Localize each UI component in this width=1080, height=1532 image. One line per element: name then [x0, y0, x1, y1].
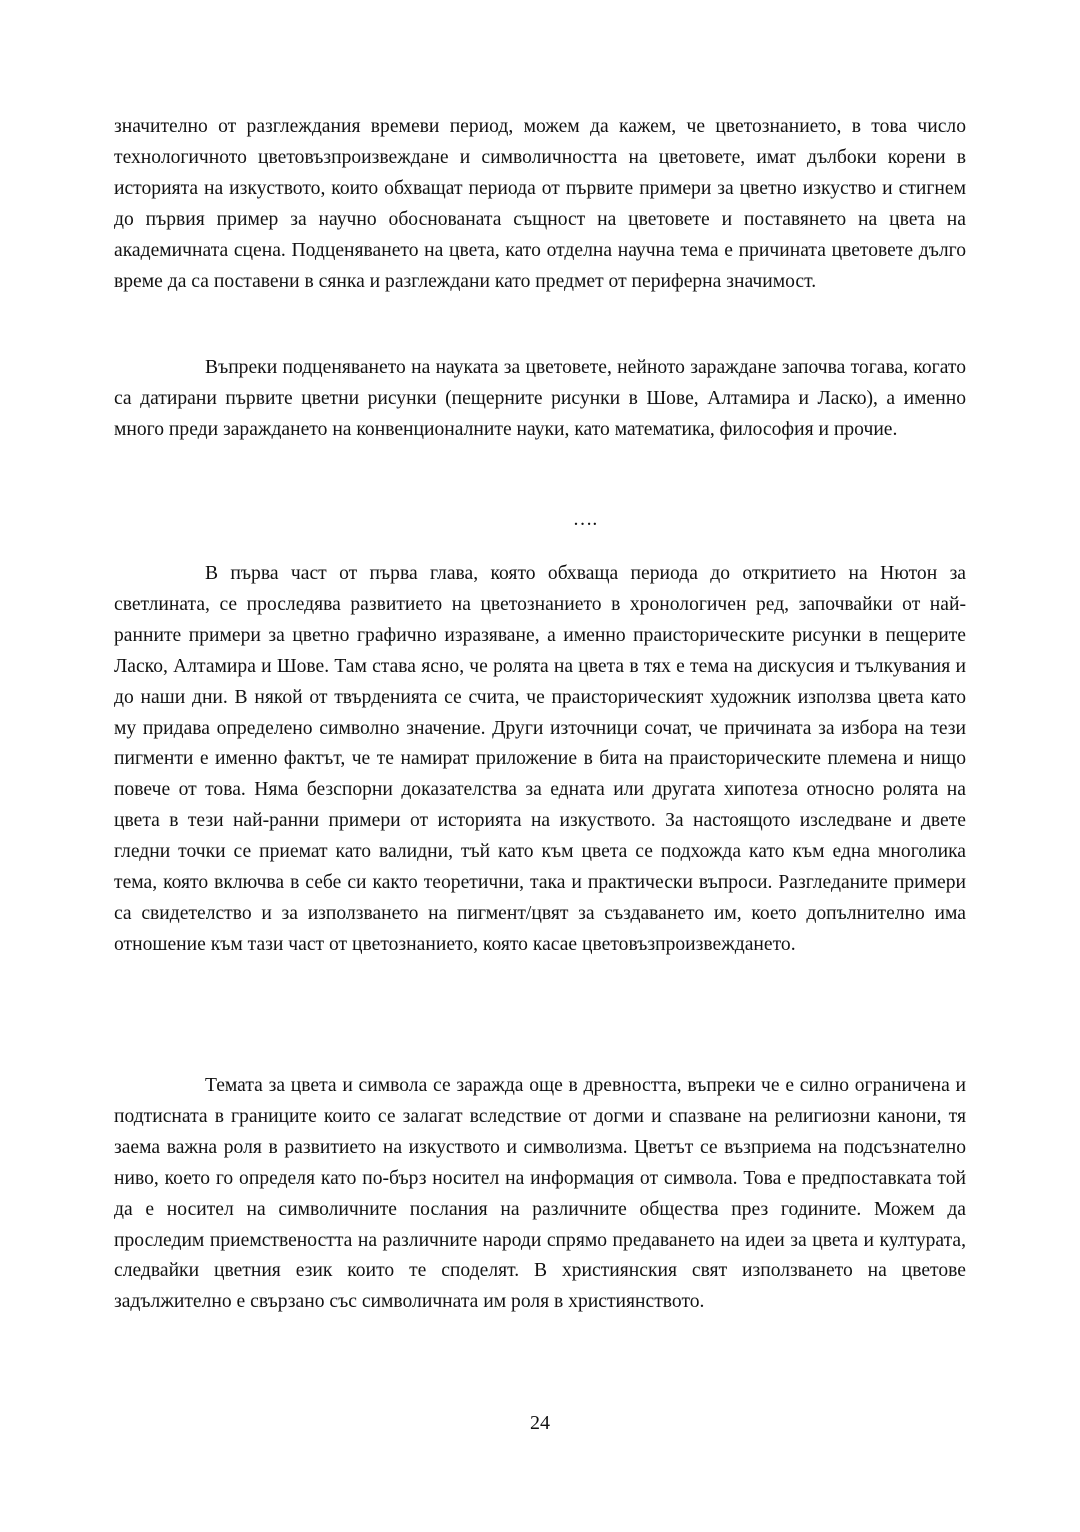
paragraph-color-and-symbol: Темата за цвета и символа се заражда още в древността, въпреки че е силно ограничена и подтисната в границите които се залагат вследствие от догми и спазване на религиозни канони, тя заема важна роля в развитието на изкуството и символизма. Цветът се възприема на подсъзнателно ниво, което го определя като по-бърз носител на информация от символа. Това е предпоставката той да е носител на символичните послания на различните общества през годините. Можем да проследим приемствеността на различните народи спрямо предаването на идеи за цвета и културата, следвайки цветния език които те споделят. В християнския свят използването на цветове задължително е свързано със символичната им роля в християнството. [114, 1075, 966, 1313]
section-separator: …. [572, 509, 598, 530]
page-number: 24 [530, 1412, 550, 1434]
paragraph-chapter-one-part-one: В първа част от първа глава, която обхваща периода до откритието на Нютон за светлината, се проследява развитието на цветознанието в хронологичен ред, започвайки от най-ранните примери за цветно графично изразяване, а именно праисторическите рисунки в пещерите Ласко, Алтамира и Шове. Там става ясно, че ролята на цвета в тях е тема на дискусия и тълкувания и до наши дни. В някой от твърденията се счита, че праисторическият художник използва цвета като му придава определено символно значение. Други източници сочат, че причината за избора на тези пигменти е именно фактът, че те намират приложение в бита на праисторическите племена и нищо повече от това. Няма безспорни доказателства за едната или другата хипотеза относно ролята на цвета в тези най-ранни примери от историята на изкуството. За настоящото изследване и двете гледни точки се приемат като валидни, тъй като към цвета се подхожда като към една многолика тема, която включва в себе си както теоретични, така и практически въпроси. Разгледаните примери са свидетелство и за използването на пигмент/цвят за създаването им, което допълнително има отношение към тази част от цветознанието, която касае цветовъзпроизвеждането. [114, 563, 966, 955]
paragraph-color-science-origins: Въпреки подценяването на науката за цветовете, нейното зараждане започва тогава, когато са датирани първите цветни рисунки (пещерните рисунки в Шове, Алтамира и Ласко), а именно много преди зараждането на конвенционалните науки, като математика, философия и прочие. [114, 357, 966, 440]
paragraph-continuation: значително от разглеждания времеви период, можем да кажем, че цветознанието, в това число технологичното цветовъзпроизвеждане и символичността на цветовете, имат дълбоки корени в историята на изкуството, които обхващат периода от първите примери за цветно изкуство и стигнем до първия пример за научно обоснованата същност на цветовете и поставянето на цвета на академичната сцена. Подценяването на цвета, като отделна научна тема е причината цветовете дълго време да са поставени в сянка и разглеждани като предмет от периферна значимост. [114, 116, 966, 292]
